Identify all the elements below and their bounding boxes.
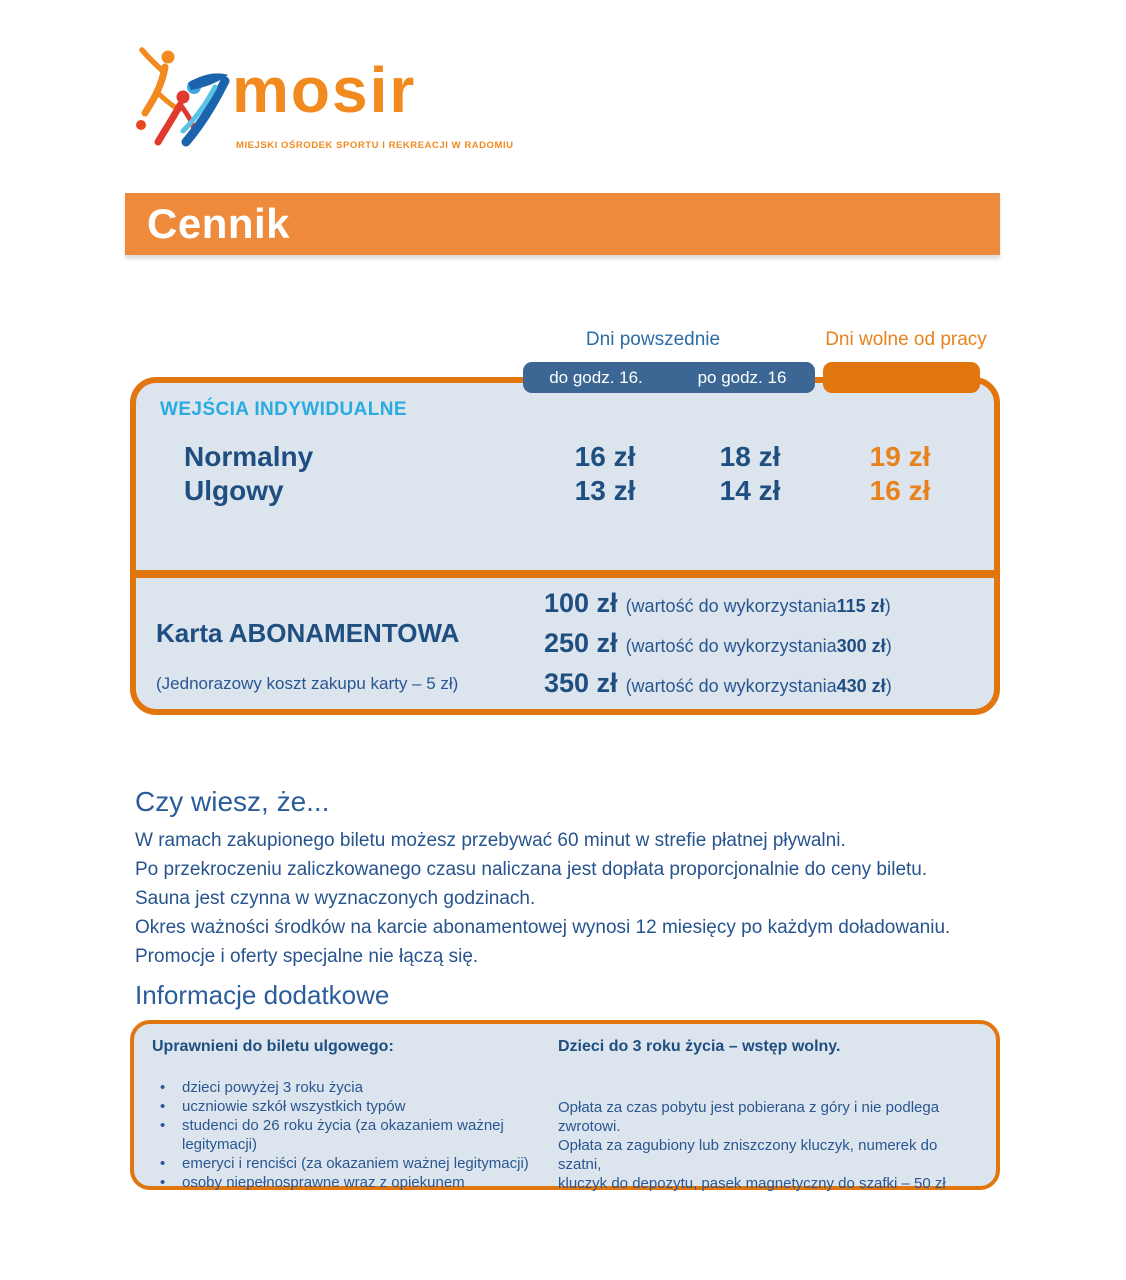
- individual-entries-section: [136, 383, 994, 570]
- additional-info-box: [130, 1020, 1000, 1190]
- fact-line: Promocje i oferty specjalne nie łączą się.: [135, 946, 479, 967]
- karta-value-prefix: (wartość do wykorzystania: [625, 596, 837, 616]
- karta-option-100: [544, 588, 891, 624]
- list-item: • osoby niepełnosprawne wraz z opiekunem: [152, 1173, 552, 1192]
- facts-heading: Czy wiesz, że...: [135, 786, 330, 817]
- column-group-daysoff: Dni wolne od pracy: [825, 329, 987, 350]
- fees-line: Opłata za zagubiony lub zniszczony kluczyk, numerek do szatni,: [558, 1137, 938, 1173]
- title-banner: [125, 193, 1000, 255]
- row-label-normalny: Normalny: [184, 441, 314, 472]
- subscription-card-section: [136, 578, 994, 709]
- discount-eligibility-title: Uprawnieni do biletu ulgowego:: [152, 1038, 394, 1055]
- price-ulgowy-after16: 14 zł: [719, 475, 781, 506]
- price-ulgowy-daysoff: 16 zł: [869, 475, 931, 506]
- karta-value-prefix: (wartość do wykorzystania: [625, 676, 837, 696]
- list-item: • uczniowie szkół wszystkich typów: [152, 1097, 552, 1116]
- row-label-ulgowy: Ulgowy: [184, 475, 284, 506]
- list-item: • dzieci powyżej 3 roku życia: [152, 1078, 552, 1097]
- discount-eligibility-list: [152, 1078, 552, 1192]
- section-divider: [130, 570, 1000, 578]
- page-title: Cennik: [147, 200, 291, 247]
- price-normalny-daysoff: 19 zł: [869, 441, 931, 472]
- column-group-weekdays: Dni powszednie: [585, 329, 721, 350]
- mosir-logo-graphic: [128, 45, 230, 165]
- fees-line: Opłata za czas pobytu jest pobierana z góry i nie podlega zwrotowi.: [558, 1099, 940, 1135]
- karta-value-prefix: (wartość do wykorzystania: [625, 636, 837, 656]
- tab-before-16: do godz. 16.: [549, 368, 643, 387]
- fact-line: Sauna jest czynna w wyznaczonych godzinach.: [135, 888, 536, 909]
- karta-price: 250 zł: [544, 628, 618, 658]
- price-ulgowy-before16: 13 zł: [574, 475, 636, 506]
- karta-price: 100 zł: [544, 588, 618, 618]
- karta-option-350: [544, 668, 892, 704]
- karta-value-suffix: ): [885, 636, 892, 656]
- karta-value: 115 zł: [836, 596, 885, 616]
- price-normalny-before16: 16 zł: [574, 441, 636, 472]
- fact-line: Po przekroczeniu zaliczkowanego czasu naliczana jest dopłata proporcjonalnie do ceny biletu.: [135, 859, 928, 880]
- karta-title: Karta ABONAMENTOWA: [156, 618, 460, 648]
- karta-value: 430 zł: [836, 676, 886, 696]
- karta-value-suffix: ): [885, 676, 892, 696]
- list-item: • emeryci i renciści (za okazaniem ważnej legitymacji): [152, 1154, 552, 1173]
- karta-option-250: [544, 628, 892, 664]
- fact-line: Okres ważności środków na karcie abonamentowej wynosi 12 miesięcy po każdym doładowaniu.: [135, 917, 951, 938]
- discount-eligibility-column: [152, 1024, 552, 1192]
- price-table: [130, 377, 1000, 715]
- daysoff-tab: [823, 362, 980, 393]
- karta-purchase-note: (Jednorazowy koszt zakupu karty – 5 zł): [156, 674, 459, 693]
- tab-after-16: po godz. 16: [697, 368, 787, 387]
- fact-line: W ramach zakupionego biletu możesz przebywać 60 minut w strefie płatnej pływalni.: [135, 830, 846, 851]
- karta-value: 300 zł: [836, 636, 886, 656]
- list-item: • studenci do 26 roku życia (za okazaniem ważnej legitymacji): [152, 1116, 552, 1154]
- weekdays-tab: [523, 362, 815, 393]
- karta-value-suffix: ): [884, 596, 891, 616]
- karta-price: 350 zł: [544, 668, 618, 698]
- fees-line: kluczyk do depozytu, pasek magnetyczny do szafki – 50 zł: [558, 1175, 946, 1192]
- additional-info-heading: Informacje dodatkowe: [135, 980, 390, 1010]
- facts-list: [135, 826, 995, 971]
- price-normalny-after16: 18 zł: [719, 441, 781, 472]
- brand-name: mosir: [232, 54, 417, 126]
- fees-info-column: [558, 1024, 978, 1193]
- mosir-logo: [128, 45, 514, 170]
- fees-paragraph: [558, 1098, 978, 1193]
- brand-tagline: MIEJSKI OŚRODEK SPORTU I REKREACJI W RADOMIU: [236, 140, 514, 151]
- section-title-individual: WEJŚCIA INDYWIDUALNE: [160, 399, 407, 420]
- free-entry-note: Dzieci do 3 roku życia – wstęp wolny.: [558, 1038, 841, 1055]
